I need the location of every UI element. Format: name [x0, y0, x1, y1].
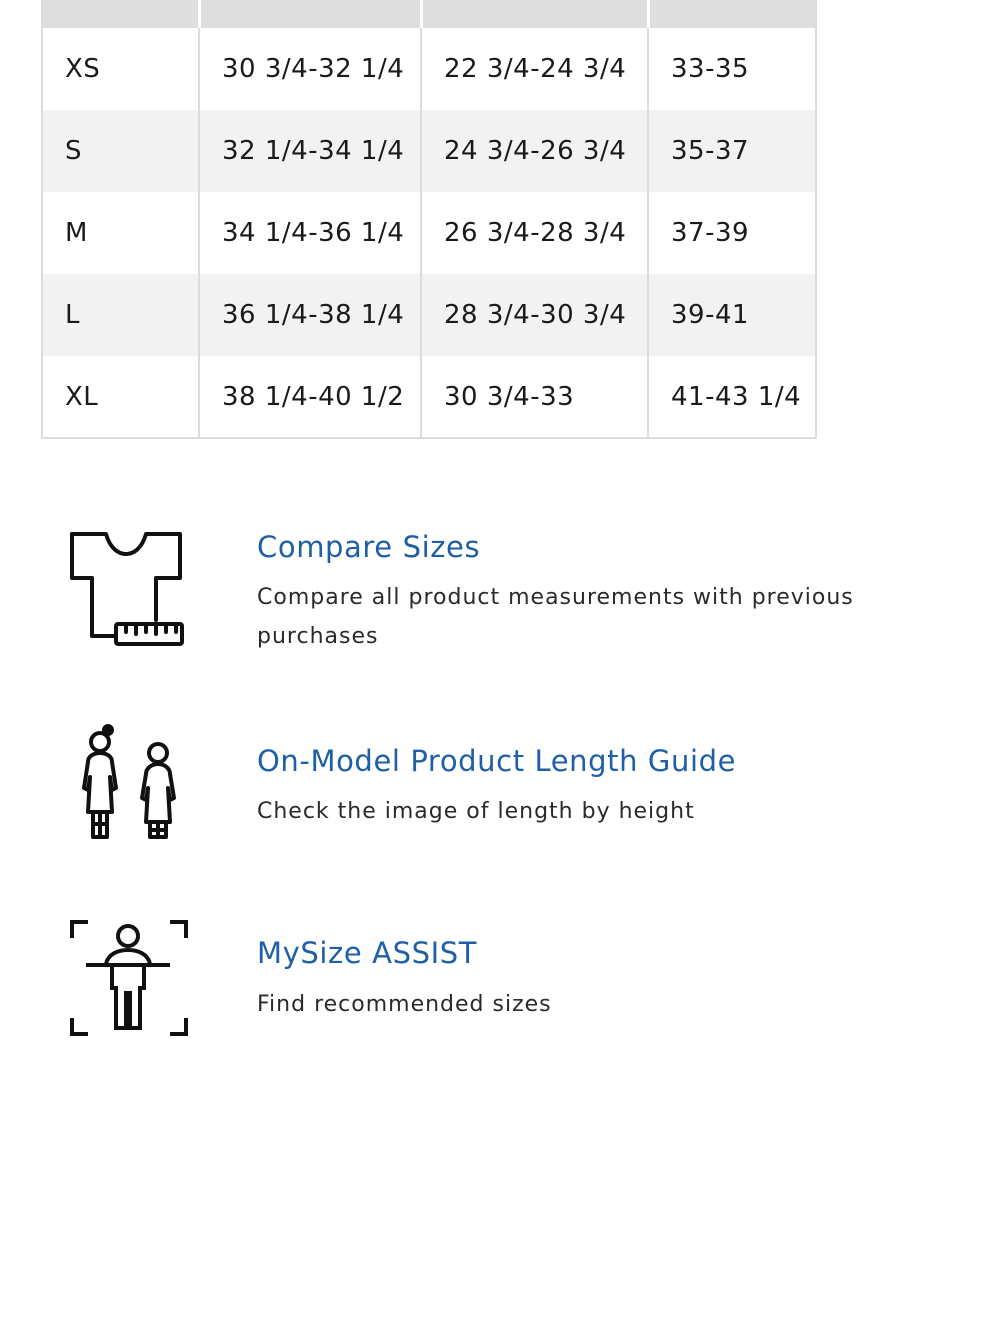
size-label-cell: L — [42, 274, 199, 356]
table-header-row — [42, 0, 816, 28]
measurement-cell: 37-39 — [671, 218, 750, 248]
size-label-cell: XS — [42, 28, 199, 110]
measurement-cell: 36 1/4-38 1/4 — [199, 274, 421, 356]
on-model-length-guide-feature[interactable] — [0, 722, 1000, 847]
measurement-cell: 22 3/4-24 3/4 — [421, 28, 648, 110]
measurement-cell: 26 3/4-28 3/4 — [421, 192, 648, 274]
mysize-assist-description: Find recommended sizes — [257, 992, 552, 1017]
compare-sizes-title[interactable]: Compare Sizes — [257, 530, 481, 564]
measurement-cell: 28 3/4-30 3/4 — [421, 274, 648, 356]
compare-sizes-description: Compare all product measurements with previous purchases — [257, 585, 854, 649]
body-scan-icon — [68, 918, 190, 1044]
table-header-cell — [199, 0, 421, 28]
measurement-cell: 38 1/4-40 1/2 — [199, 356, 421, 438]
table-header-cell — [421, 0, 648, 28]
measurement-cell: 32 1/4-34 1/4 — [199, 110, 421, 192]
table-row — [42, 110, 816, 192]
measurement-cell: 41-43 1/4 — [671, 381, 802, 412]
measurement-cell: 39-41 — [648, 274, 816, 356]
on-model-length-guide-description: Check the image of length by height — [257, 799, 695, 824]
table-header-cell — [42, 0, 199, 28]
measurement-cell: 30 3/4-32 1/4 — [199, 28, 421, 110]
measurement-cell: 24 3/4-26 3/4 — [421, 110, 648, 192]
mysize-assist-title[interactable]: MySize ASSIST — [257, 936, 478, 970]
size-label-cell: XL — [42, 356, 199, 438]
table-header-cell — [648, 0, 816, 28]
measurement-cell: 30 3/4-33 — [421, 356, 648, 438]
table-row — [42, 356, 816, 438]
on-model-length-guide-title[interactable]: On-Model Product Length Guide — [257, 744, 737, 778]
table-row — [42, 28, 816, 110]
measurement-cell: 34 1/4-36 1/4 — [199, 192, 421, 274]
measurement-cell: 33-35 — [671, 54, 750, 84]
measurement-cell: 35-37 — [648, 110, 816, 192]
models-icon — [70, 722, 190, 851]
size-chart-table — [41, 0, 817, 439]
size-label-cell: S — [42, 110, 199, 192]
mysize-assist-feature[interactable] — [0, 918, 1000, 1043]
size-label-cell: M — [42, 192, 199, 274]
tshirt-ruler-icon — [60, 528, 190, 662]
compare-sizes-feature[interactable] — [0, 520, 1000, 660]
table-row — [42, 274, 816, 356]
table-row — [42, 192, 816, 274]
